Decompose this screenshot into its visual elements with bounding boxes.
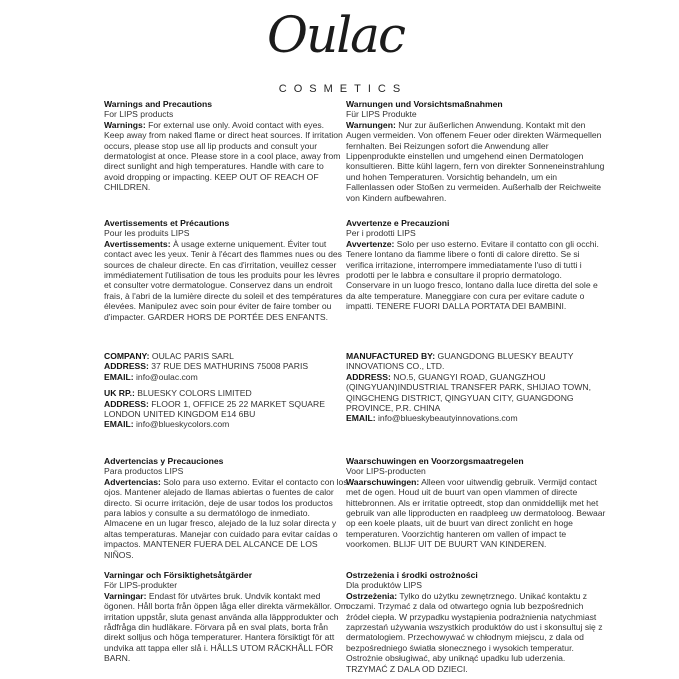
section-body-text-french: À usage externe uniquement. Éviter tout contact avec les yeux. Tenir à l'écart des flammes nues ou des sources de chaleur directe. En cas d'irritation, veuillez cesser immédiatement l'utilisation de tous les produits pour les lèvres et consulter votre dermatologue. Conservez dans un endroit frais, à l'abri de la lumière directe du soleil et des températures élevées. Manipulez avec soin pour éviter de faire tomber ou d'impacter. GARDER HORS DE PORTÉE DES ENFANTS. [104,238,343,322]
section-lead-french: Avertissements: [104,238,171,249]
info-label-ukrp-email: EMAIL: [104,419,134,430]
info-label-manufacturer-address: ADDRESS: [346,371,391,382]
info-value-company-address: 37 RUE DES MATHURINS 75008 PARIS [151,361,309,372]
section-body-text-spanish: Solo para uso externo. Evitar el contacto con los ojos. Mantener alejado de llamas abiertas o fuentes de calor directo. Si ocurre irritación, deje de usar todos los productos para labios y consulte a su dermatólogo de inmediato. Almacene en un lugar fresco, alejado de la luz solar directa y altas temperaturas. Manejar con cuidado para evitar caídas o impactos. MANTENER FUERA DEL ALCANCE DE LOS NIÑOS. [104,476,348,560]
info-value-ukrp: BLUESKY COLORS LIMITED [137,388,252,399]
section-body-polish [346,591,607,674]
info-row-company [104,351,356,361]
section-body-text-dutch: Alleen voor uitwendig gebruik. Vermijd contact met de ogen. Houd uit de buurt van open vlammen of directe hittebronnen. Als er irritatie optreedt, stop dan onmiddellijk met het gebruik van alle lipproducten en raadpleeg uw dermatoloog. Bewaar op een koele plaats, uit de buurt van direct zonlicht en hoge temperaturen. Voorzichtig hanteren om vallen of impact te voorkomen. BLIJF UIT DE BUURT VAN KINDEREN. [346,476,606,550]
section-body-text-swedish: Endast för utvärtes bruk. Undvik kontakt med ögonen. Håll borta från öppen låga eller direkta värmekällor. Om irritation uppstår, sluta genast använda alla läppprodukter och rådfråga din hudläkare. Förvara på en sval plats, borta från direkt solljus och höga temperaturer. Hantera försiktigt för att undvika att tappa eller slå i. HÅLLS UTOM RÄCKHÅLL FÖR BARN. [104,590,349,664]
warnings-section-french [104,218,347,322]
brand-logo-subtext: COSMETICS [278,83,408,95]
info-row-manufacturer-address [346,372,610,414]
info-value-company-email: info@oulac.com [136,371,198,382]
manufacturer-info-section [346,351,610,424]
uk-rp-block [104,388,356,430]
section-body-text-english: For external use only. Avoid contact with eyes. Keep away from naked flame or direct heat sources. If irritation occurs, please stop use all lip products and consult your dermatologist at once. Please store in a cool place, away from direct sunlight and high temperatures. Handle with care to avoid dropping or impacting. KEEP OUT OF REACH OF CHILDREN. [104,119,343,193]
section-lead-swedish: Varningar: [104,590,147,601]
info-row-company-address [104,361,356,371]
company-block [104,351,356,382]
info-label-ukrp-address: ADDRESS: [104,398,149,409]
section-body-swedish [104,591,351,664]
company-info-section [104,351,356,430]
section-title-italian: Avvertenze e Precauzioni [346,218,450,228]
info-value-ukrp-address: FLOOR 1, OFFICE 25 22 MARKET SQUARE LONDON UNITED KINGDOM E14 6BU [104,398,325,420]
info-value-ukrp-email: info@blueskycolors.com [136,419,230,430]
brand-logo: Oulac [267,6,404,64]
info-label-company: COMPANY: [104,351,150,361]
section-title-dutch: Waarschuwingen en Voorzorgsmaatregelen [346,456,524,466]
section-body-german [346,120,605,203]
section-product-line-polish: Dla produktów LIPS [346,580,422,591]
info-label-company-email: EMAIL: [104,371,134,382]
info-row-ukrp-address [104,399,356,420]
section-body-italian [346,239,605,312]
info-label-manufacturer-email: EMAIL: [346,413,376,424]
section-body-spanish [104,477,349,560]
warnings-section-italian [346,218,605,312]
section-product-line-italian: Per i prodotti LIPS [346,228,416,239]
section-product-line-german: Für LIPS Produkte [346,109,417,120]
section-body-french [104,239,347,322]
warnings-section-swedish [104,570,351,664]
warnings-section-german [346,99,605,203]
info-row-company-email [104,372,356,382]
warnings-section-english [104,99,345,193]
info-label-ukrp: UK RP.: [104,388,135,399]
section-body-text-german: Nur zur äußerlichen Anwendung. Kontakt mit den Augen vermeiden. Von offenem Feuer oder direkten Wärmequellen fernhalten. Bei Reizungen sofort die Anwendung aller Lippenprodukte einstellen und umgehend einen Dermatologen konsultieren. Bitte kühl lagern, fern von direkter Sonneneinstrahlung und hohen Temperaturen. Vorsichtig behandeln, um ein Fallenlassen oder Stoßen zu vermeiden. Außerhalb der Reichweite von Kindern aufbewahren. [346,119,605,203]
section-body-english [104,120,345,193]
section-title-german: Warnungen und Vorsichtsmaßnahmen [346,99,503,109]
warnings-section-polish [346,570,607,674]
section-product-line-spanish: Para productos LIPS [104,466,184,477]
info-row-ukrp [104,388,356,398]
section-body-dutch [346,477,607,550]
warnings-section-dutch [346,456,607,550]
section-lead-polish: Ostrzeżenia: [346,590,398,601]
section-body-text-italian: Solo per uso esterno. Evitare il contatto con gli occhi. Tenere lontano da fiamme libere o fonti di calore diretto. Se si verifica irritazione, interrompere immediatamente l'uso di tutti i prodotti per le labbra e consultare il proprio dermatologo. Conservare in un luogo fresco, lontano dalla luce diretta del sole e da alte temperature. Maneggiare con cura per evitare cadute o impatti. TENERE FUORI DALLA PORTATA DEI BAMBINI. [346,238,599,312]
section-title-french: Avertissements et Précautions [104,218,230,228]
section-lead-spanish: Advertencias: [104,476,161,487]
info-row-ukrp-email [104,419,356,429]
info-label-company-address: ADDRESS: [104,361,149,372]
info-value-manufacturer-email: info@blueskybeautyinnovations.com [378,413,518,424]
info-row-manufacturer-email [346,413,610,423]
section-lead-dutch: Waarschuwingen: [346,476,420,487]
section-lead-english: Warnings: [104,119,146,130]
section-title-english: Warnings and Precautions [104,99,213,109]
manufacturer-block [346,351,610,424]
section-title-polish: Ostrzeżenia i środki ostrożności [346,570,478,580]
warnings-section-spanish [104,456,349,560]
section-product-line-french: Pour les produits LIPS [104,228,190,239]
section-title-spanish: Advertencias y Precauciones [104,456,224,466]
section-body-text-polish: Tylko do użytku zewnętrznego. Unikać kontaktu z oczami. Trzymać z dala od otwartego ognia lub bezpośrednich źródeł ciepła. W przypadku wystąpienia podrażnienia natychmiast zaprzestań używania wszystkich produktów do ust i skonsultuj się z dermatologiem. Przechowywać w chłodnym miejscu, z dala od bezpośredniego światła słonecznego i wysokich temperatur. Ostrożnie obsługiwać, aby uniknąć upadku lub uderzenia. TRZYMAĆ Z DALA OD DZIECI. [346,590,603,674]
section-product-line-english: For LIPS products [104,109,174,120]
section-product-line-dutch: Voor LIPS-producten [346,466,426,477]
info-label-manufacturer: MANUFACTURED BY: [346,351,436,361]
info-value-manufacturer: GUANGDONG BLUESKY BEAUTY INNOVATIONS CO., LTD. [346,351,574,372]
info-value-manufacturer-address: NO.5, GUANGYI ROAD, GUANGZHOU (QINGYUAN)INDUSTRIAL TRANSFER PARK, SHIJIAO TOWN, QINGCHENG DISTRICT, QINGYUAN CITY, GUANGDONG PROVINCE, P.R. CHINA [346,371,591,414]
section-product-line-swedish: För LIPS-produkter [104,580,178,591]
section-title-swedish: Varningar och Försiktighetsåtgärder [104,570,253,580]
section-lead-italian: Avvertenze: [346,238,395,249]
info-value-company: OULAC PARIS SARL [151,351,234,361]
section-lead-german: Warnungen: [346,119,396,130]
info-row-manufacturer [346,351,610,372]
